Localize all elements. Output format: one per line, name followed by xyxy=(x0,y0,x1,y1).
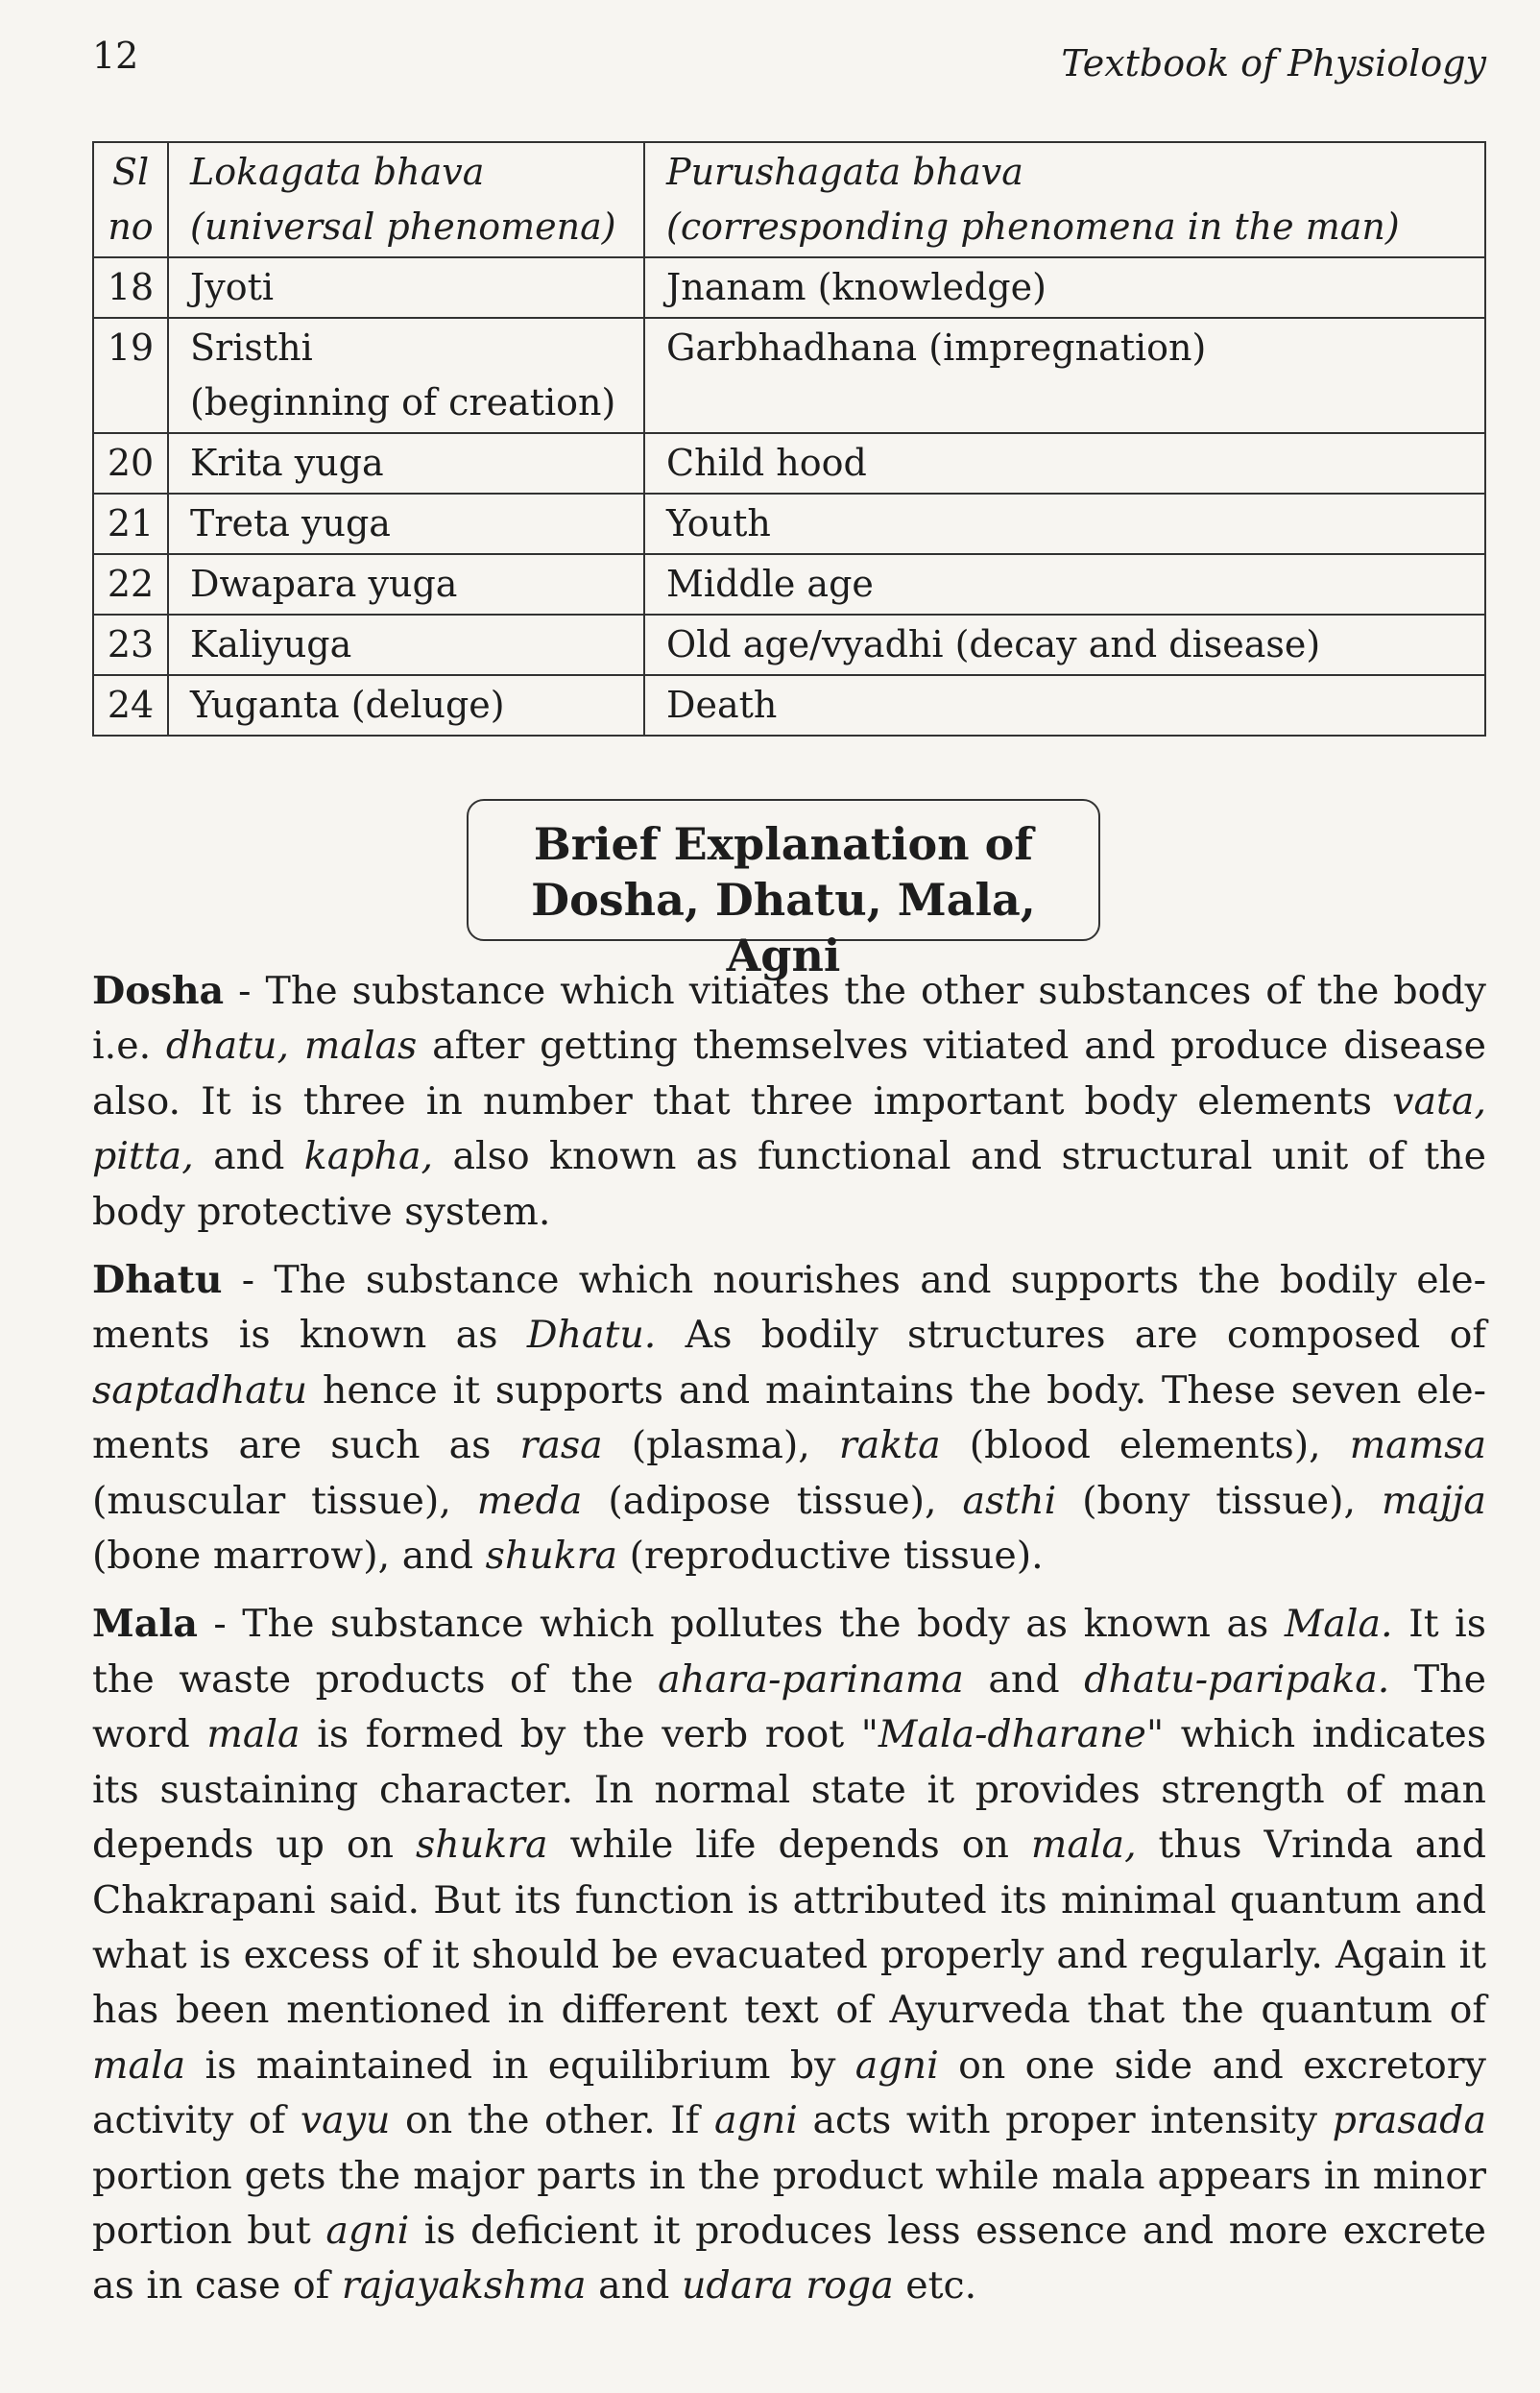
cell-lokagata-text: Jyoti xyxy=(190,266,275,308)
cell-sl-no: 22 xyxy=(93,554,168,615)
text-run: - The substance which vitiates the other substances of the body i.e. xyxy=(92,969,1486,1069)
text-run: hence it supports and maintains the body. These seven elements are such as xyxy=(92,1367,1486,1468)
section-heading-line2: Dosha, Dhatu, Mala, Agni xyxy=(531,874,1036,981)
body-text xyxy=(92,964,1486,2328)
table-row xyxy=(93,318,1485,433)
cell-purushagata: Child hood xyxy=(644,433,1485,494)
italic-term: dhatu, malas xyxy=(165,1024,418,1069)
section-heading-box xyxy=(467,799,1100,981)
text-run: - The substance which pollutes the body as known as xyxy=(197,1602,1285,1647)
paragraph-term: Dhatu xyxy=(92,1258,223,1303)
italic-term: Mala-dharane xyxy=(878,1712,1146,1757)
italic-term: udara roga xyxy=(681,2263,894,2308)
italic-term: mamsa xyxy=(1349,1423,1486,1468)
phenomena-table xyxy=(92,141,1486,737)
text-run: and xyxy=(586,2263,682,2308)
italic-term: shukra xyxy=(416,1823,548,1868)
page-number: 12 xyxy=(92,35,139,77)
cell-sl-no: 21 xyxy=(93,494,168,554)
text-run: on the other. If xyxy=(390,2098,714,2143)
cell-sl-no: 20 xyxy=(93,433,168,494)
text-run: (plasma), xyxy=(602,1423,839,1468)
paragraph-dhatu xyxy=(92,1253,1486,1583)
table-body xyxy=(93,257,1485,736)
cell-lokagata xyxy=(168,675,644,736)
cell-lokagata-text: Treta yuga xyxy=(190,502,391,544)
text-run: (bone marrow), and xyxy=(92,1534,486,1579)
cell-lokagata xyxy=(168,554,644,615)
italic-term: asthi xyxy=(962,1478,1057,1523)
cell-sl-no: 18 xyxy=(93,257,168,318)
text-run: - The substance which nourishes and supports the bodily elements is known as xyxy=(92,1258,1486,1358)
cell-lokagata xyxy=(168,433,644,494)
text-run: The word xyxy=(92,1656,1487,1757)
cell-sl-no: 24 xyxy=(93,675,168,736)
italic-term: rasa xyxy=(519,1423,603,1468)
text-run: after getting themselves vitiated and produce disease also. It is three in number that three important body elements xyxy=(92,1024,1486,1124)
italic-term: majja xyxy=(1381,1478,1486,1523)
italic-term: mala, xyxy=(1030,1823,1137,1868)
italic-term: ahara-parinama xyxy=(658,1656,964,1702)
header-purushagata xyxy=(644,142,1485,257)
text-run: acts with proper intensity xyxy=(797,2098,1333,2143)
cell-purushagata: Death xyxy=(644,675,1485,736)
text-run: " which indicates its sustaining character. In normal state it provides strength of man depends up on xyxy=(92,1712,1486,1868)
text-run: and xyxy=(193,1134,304,1179)
italic-term: vata, pitta, xyxy=(92,1078,1486,1179)
cell-purushagata: Youth xyxy=(644,494,1485,554)
italic-term: agni xyxy=(325,2208,410,2253)
italic-term: mala xyxy=(206,1712,301,1757)
header-lokagata-subtitle: (universal phenomena) xyxy=(190,205,616,248)
italic-term: Dhatu. xyxy=(526,1313,657,1358)
text-run: (reproductive tissue). xyxy=(617,1534,1044,1579)
cell-lokagata xyxy=(168,494,644,554)
cell-purushagata: Jnanam (knowledge) xyxy=(644,257,1485,318)
table-row xyxy=(93,554,1485,615)
cell-purushagata: Old age/vyadhi (decay and disease) xyxy=(644,615,1485,675)
cell-lokagata-text: Krita yuga xyxy=(190,442,384,484)
paragraph-mala xyxy=(92,1597,1486,2313)
text-run: is maintained in equilibrium by xyxy=(185,2043,855,2088)
cell-purushagata: Middle age xyxy=(644,554,1485,615)
text-run: and xyxy=(963,1656,1085,1702)
table-row xyxy=(93,494,1485,554)
cell-lokagata xyxy=(168,615,644,675)
cell-sl-no: 19 xyxy=(93,318,168,433)
text-run: (bony tissue), xyxy=(1056,1478,1382,1523)
italic-term: vayu xyxy=(300,2098,391,2143)
cell-purushagata: Garbhadhana (impregnation) xyxy=(644,318,1485,433)
text-run: portion gets the major parts in the product while mala appears in minor portion but xyxy=(92,2153,1486,2253)
section-heading-line1: Brief Explanation of xyxy=(533,818,1034,870)
italic-term: Mala. xyxy=(1284,1602,1393,1647)
header-purushagata-title: Purushagata bhava xyxy=(666,151,1023,193)
italic-term: prasada xyxy=(1332,2098,1487,2143)
book-title: Textbook of Physiology xyxy=(1061,42,1486,85)
header-lokagata-title: Lokagata bhava xyxy=(190,151,485,193)
cell-lokagata-note: (beginning of creation) xyxy=(190,381,616,423)
italic-term: agni xyxy=(713,2098,798,2143)
paragraph-term: Dosha xyxy=(92,969,225,1013)
italic-term: mala xyxy=(92,2043,186,2088)
italic-term: rakta xyxy=(838,1423,941,1468)
header-sl-no: Sl no xyxy=(93,142,168,257)
cell-sl-no: 23 xyxy=(93,615,168,675)
italic-term: rajayakshma xyxy=(341,2263,587,2308)
header-lokagata xyxy=(168,142,644,257)
text-run: while life depends on xyxy=(547,1823,1031,1868)
text-run: (blood elements), xyxy=(940,1423,1350,1468)
italic-term: dhatu-paripaka. xyxy=(1084,1656,1390,1702)
text-run: (muscular tissue), xyxy=(92,1478,477,1523)
text-run: etc. xyxy=(893,2263,977,2308)
cell-lokagata-text: Dwapara yuga xyxy=(190,563,458,605)
cell-lokagata-text: Sristhi xyxy=(190,326,313,369)
text-run: is formed by the verb root " xyxy=(300,1712,878,1757)
italic-term: shukra xyxy=(485,1534,618,1579)
cell-lokagata-text: Yuganta (deluge) xyxy=(190,684,505,726)
text-run: As bodily structures are composed of xyxy=(656,1313,1486,1358)
text-run: (adipose tissue), xyxy=(582,1478,963,1523)
paragraph-dosha xyxy=(92,964,1486,1240)
italic-term: saptadhatu xyxy=(92,1367,308,1413)
header-purushagata-subtitle: (corresponding phenomena in the man) xyxy=(666,205,1400,248)
running-head xyxy=(92,29,1486,86)
italic-term: agni xyxy=(854,2043,939,2088)
cell-lokagata xyxy=(168,257,644,318)
text-run: It is the waste products of the xyxy=(92,1602,1486,1702)
cell-lokagata xyxy=(168,318,644,433)
italic-term: meda xyxy=(476,1478,583,1523)
table-row xyxy=(93,257,1485,318)
text-run: thus Vrinda and Chakrapani said. But its function is attributed its minimal quantum and what is excess of it should be evacuated properly and regularly. Again it has been mentioned in different text of Ayurveda that the quantum of xyxy=(92,1823,1487,2033)
text-run: on one side and excretory activity of xyxy=(92,2043,1486,2143)
table-row xyxy=(93,675,1485,736)
table-header-row xyxy=(93,142,1485,257)
text-run: is deficient it produces less essence and more excrete as in case of xyxy=(92,2208,1486,2308)
cell-lokagata-text: Kaliyuga xyxy=(190,623,352,665)
paragraph-term: Mala xyxy=(92,1602,198,1647)
italic-term: kapha, xyxy=(303,1134,434,1179)
text-run: also known as functional and structural unit of the body protective system. xyxy=(92,1134,1486,1234)
table-row xyxy=(93,433,1485,494)
table-row xyxy=(93,615,1485,675)
